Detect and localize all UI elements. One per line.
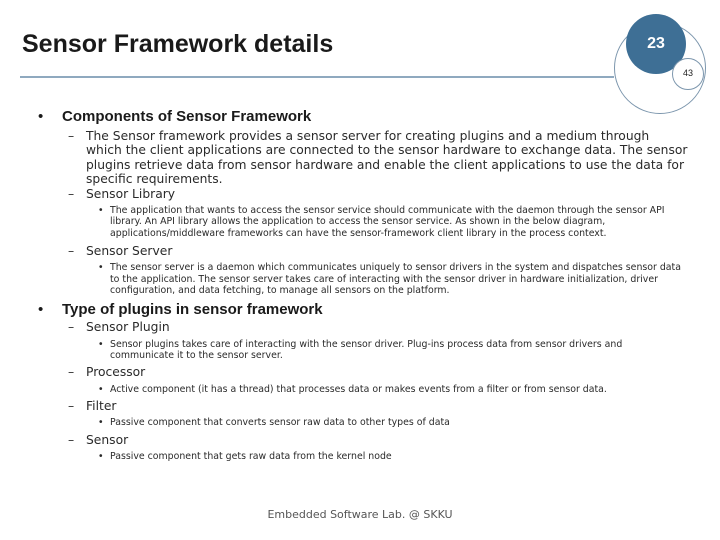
section-heading (28, 301, 688, 319)
list-item-text: The Sensor framework provides a sensor server for creating plugins and a medium through which the client applications are connected to the sensor hardware to exchange data. The sensor plugins retrieve data from sensor hardware and enable the client applications to use the data for specific requirements. (86, 129, 688, 187)
list-item (28, 433, 688, 447)
dash-icon: – (68, 398, 75, 413)
list-item (28, 244, 688, 258)
small-bullet-icon: • (98, 205, 104, 217)
dash-icon: – (68, 320, 75, 335)
sub-list-item-text: The application that wants to access the sensor service should communicate with the daemon through the sensor API library. An API library allows the application to access the sensor service. As shown in the below diagram, applications/middleware frameworks can have the sensor-framework client library in the process context. (110, 205, 665, 239)
list-item (28, 129, 688, 187)
title-divider (20, 76, 614, 78)
list-item-text: Sensor Library (86, 186, 176, 201)
sub-list-item-text: Active component (it has a thread) that processes data or makes events from a filter or from sensor data. (110, 383, 607, 395)
bullet-icon: • (38, 108, 44, 125)
list-item-text: Sensor (86, 432, 129, 447)
dash-icon: – (68, 432, 75, 447)
list-item-text: Processor (86, 365, 146, 380)
sub-list-item (28, 451, 688, 462)
list-item (28, 365, 688, 379)
small-bullet-icon: • (98, 451, 104, 463)
dash-icon: – (68, 365, 75, 380)
small-bullet-icon: • (98, 338, 104, 350)
dash-icon: – (68, 129, 75, 143)
sub-list-item-text: Passive component that gets raw data from the kernel node (110, 451, 392, 463)
section-heading (28, 108, 688, 126)
page-number-badge: 23 (626, 14, 686, 74)
dash-icon: – (68, 186, 75, 201)
list-item-text: Sensor Plugin (86, 320, 170, 335)
small-bullet-icon: • (98, 262, 104, 274)
list-item-text: Sensor Server (86, 243, 173, 258)
sub-list-item (28, 384, 688, 395)
sub-list-item (28, 205, 688, 239)
dash-icon: – (68, 243, 75, 258)
small-bullet-icon: • (98, 383, 104, 395)
sub-list-item (28, 417, 688, 428)
bullet-icon: • (38, 301, 44, 319)
sub-page-number-badge: 43 (672, 58, 704, 90)
list-item (28, 399, 688, 413)
list-item (28, 320, 688, 334)
sub-list-item (28, 262, 688, 296)
list-item (28, 187, 688, 201)
slide-content (28, 108, 688, 462)
sub-list-item (28, 339, 688, 362)
section-heading-text: Type of plugins in sensor framework (62, 301, 323, 319)
footer-text: Embedded Software Lab. @ SKKU (267, 508, 453, 521)
list-item-text: Filter (86, 398, 117, 413)
section-heading-text: Components of Sensor Framework (62, 108, 312, 125)
sub-list-item-text: Sensor plugins takes care of interacting with the sensor driver. Plug-ins process data from sensor drivers and communicate it to the sensor server. (110, 338, 623, 361)
slide-title: Sensor Framework details (22, 30, 334, 58)
sub-list-item-text: The sensor server is a daemon which communicates uniquely to sensor drivers in the system and dispatches sensor data to the application. The sensor server takes care of interacting with the sensor driver in hardware initialization, driver configuration, and data fetching, to manage all sensors on the platform. (110, 262, 681, 296)
sub-list-item-text: Passive component that converts sensor raw data to other types of data (110, 417, 450, 429)
small-bullet-icon: • (98, 417, 104, 429)
